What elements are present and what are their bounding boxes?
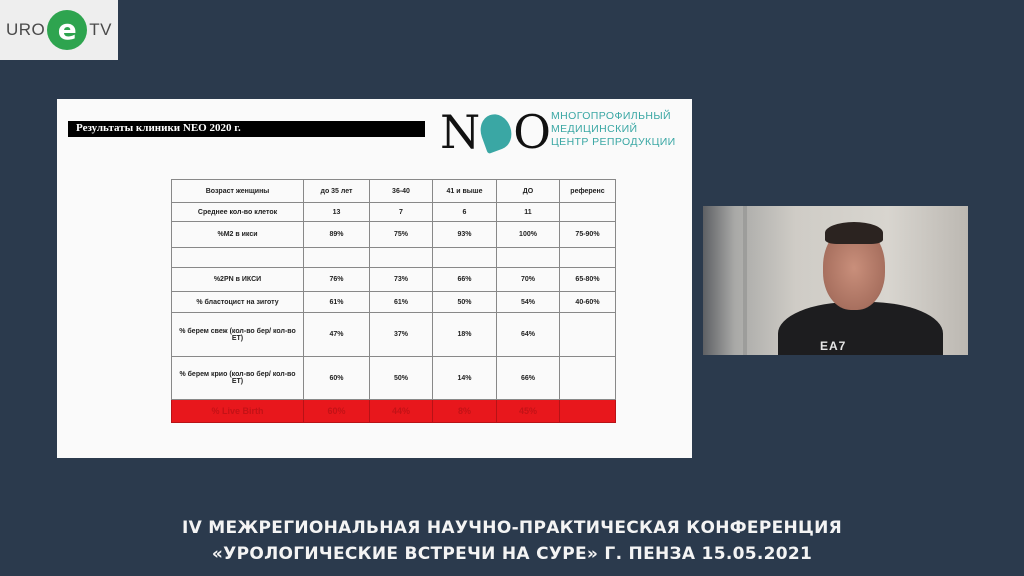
table-cell: % берем свеж (кол-во бер/ кол-во ЕТ) (172, 313, 304, 357)
table-cell: 6 (433, 203, 497, 222)
table-cell: 93% (433, 222, 497, 248)
table-cell: 66% (433, 268, 497, 292)
table-cell (304, 248, 370, 268)
neo-subtitle-line: МНОГОПРОФИЛЬНЫЙ (551, 110, 671, 122)
table-cell: 66% (497, 357, 560, 400)
caption-line-2: «УРОЛОГИЧЕСКИЕ ВСТРЕЧИ НА СУРЕ» Г. ПЕНЗА 15.05.2021 (211, 544, 813, 564)
table-cell: 47% (304, 313, 370, 357)
table-cell: 11 (497, 203, 560, 222)
table-row (172, 180, 616, 203)
table-cell (433, 248, 497, 268)
table-cell: 70% (497, 268, 560, 292)
table-row (172, 357, 616, 400)
speaker-shirt (778, 302, 943, 355)
table-cell (497, 248, 560, 268)
neo-logo (440, 105, 550, 159)
table-cell: 65-80% (560, 268, 616, 292)
neo-subtitle-line: МЕДИЦИНСКИЙ (551, 123, 638, 135)
neo-subtitle (551, 110, 676, 149)
table-row (172, 248, 616, 268)
neo-drop-icon (476, 110, 517, 154)
table-cell: Среднее кол-во клеток (172, 203, 304, 222)
shirt-logo: EA7 (820, 339, 847, 353)
table-cell: 76% (304, 268, 370, 292)
logo-e-icon (47, 10, 87, 50)
table-cell: 36-40 (370, 180, 433, 203)
table-cell (370, 248, 433, 268)
table-cell: 37% (370, 313, 433, 357)
table-cell (172, 248, 304, 268)
table-cell: 61% (304, 292, 370, 313)
table-row (172, 268, 616, 292)
table-row-highlight (172, 400, 616, 423)
table-cell: 50% (370, 357, 433, 400)
logo-e-letter: e (57, 13, 77, 46)
background-wall (743, 206, 747, 355)
table-cell: 14% (433, 357, 497, 400)
table-cell: 8% (433, 400, 497, 423)
table-cell: 18% (433, 313, 497, 357)
table-cell: 64% (497, 313, 560, 357)
table-row (172, 313, 616, 357)
table-cell: Возраст женщины (172, 180, 304, 203)
table-cell (560, 400, 616, 423)
table-cell: 60% (304, 400, 370, 423)
table-cell: ДО (497, 180, 560, 203)
table-cell: 54% (497, 292, 560, 313)
table-cell: референс (560, 180, 616, 203)
table-cell: 41 и выше (433, 180, 497, 203)
speaker-hair (825, 222, 883, 244)
table-row (172, 203, 616, 222)
neo-logo-o: O (513, 105, 550, 159)
table-cell: 89% (304, 222, 370, 248)
neo-logo-n: N (440, 105, 480, 159)
table-cell: 61% (370, 292, 433, 313)
neo-subtitle-line: ЦЕНТР РЕПРОДУКЦИИ (551, 136, 676, 148)
webcam-video (703, 206, 968, 355)
table-cell (560, 357, 616, 400)
table-cell: 73% (370, 268, 433, 292)
table-row (172, 222, 616, 248)
slide-title: Результаты клиники NEO 2020 г. (76, 122, 241, 134)
table-cell: 75% (370, 222, 433, 248)
table-cell: %M2 в икси (172, 222, 304, 248)
table-cell: до 35 лет (304, 180, 370, 203)
table-cell: 44% (370, 400, 433, 423)
table-cell: 7 (370, 203, 433, 222)
table-cell: %2PN в ИКСИ (172, 268, 304, 292)
caption-line-1: IV МЕЖРЕГИОНАЛЬНАЯ НАУЧНО-ПРАКТИЧЕСКАЯ КОНФЕРЕНЦИЯ (181, 518, 843, 538)
slide-title-bar (68, 121, 425, 137)
table-cell: 100% (497, 222, 560, 248)
table-cell: 75-90% (560, 222, 616, 248)
results-table (171, 179, 616, 423)
table-cell: % Live Birth (172, 400, 304, 423)
logo-text-left: URO (5, 20, 46, 39)
table-cell (560, 248, 616, 268)
table-row (172, 292, 616, 313)
table-cell (560, 203, 616, 222)
table-cell: 13 (304, 203, 370, 222)
presentation-slide (57, 99, 692, 458)
table-cell: % бластоцист на зиготу (172, 292, 304, 313)
table-cell: 50% (433, 292, 497, 313)
table-cell (560, 313, 616, 357)
table-cell: 45% (497, 400, 560, 423)
table-cell: 40-60% (560, 292, 616, 313)
table-cell: 60% (304, 357, 370, 400)
urotv-logo (0, 0, 118, 60)
logo-text-right: TV (89, 20, 112, 39)
table-cell: % берем крио (кол-во бер/ кол-во ЕТ) (172, 357, 304, 400)
